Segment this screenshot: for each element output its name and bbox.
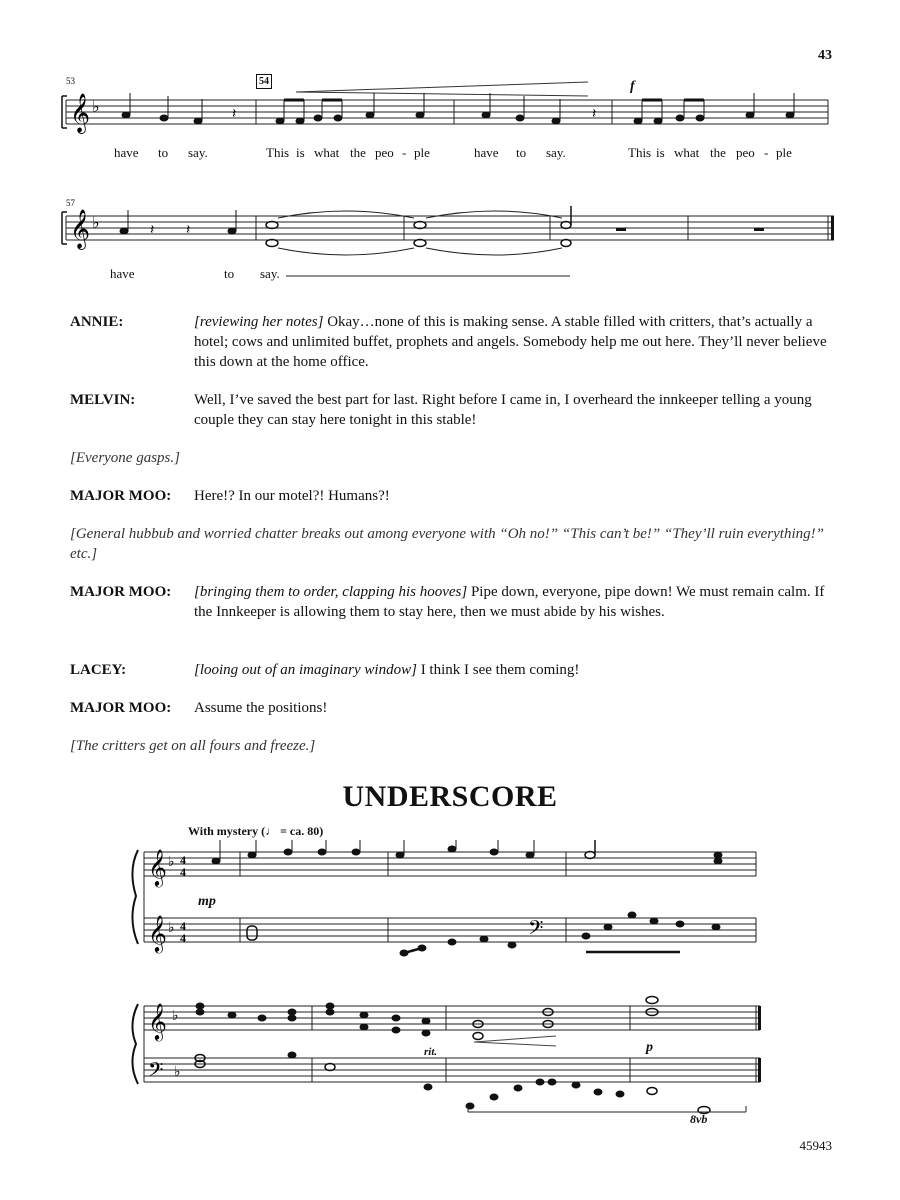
lyric: say. (546, 145, 566, 160)
lyric: to (224, 266, 235, 281)
stage-direction: [looing out of an imaginary window] (194, 662, 417, 678)
lyric: peo (375, 145, 394, 160)
lyric: the (350, 145, 366, 160)
section-title: UNDERSCORE (342, 780, 558, 813)
svg-text:♭: ♭ (92, 97, 100, 116)
stage-direction: [General hubbub and worried chatter breaks out among everyone with “Oh no!” “This can’t be!” “They’ll ruin everything!” etc.] (70, 526, 824, 562)
lyric: ple (414, 145, 430, 160)
lyrics-line-1 (0, 145, 900, 165)
svg-text:𝄢: 𝄢 (528, 916, 544, 944)
svg-text:𝄽: 𝄽 (592, 106, 597, 122)
dialogue-line: Here!? In our motel?! Humans?! (194, 488, 390, 504)
speaker: ANNIE: (70, 314, 124, 330)
svg-text:4: 4 (180, 931, 186, 945)
svg-text:♭: ♭ (172, 1008, 179, 1024)
dialogue-line: Assume the positions! (194, 700, 328, 716)
lyric: say. (188, 145, 208, 160)
speaker: MAJOR MOO: (70, 584, 172, 600)
svg-text:♭: ♭ (168, 854, 175, 870)
svg-text:♭: ♭ (168, 920, 175, 936)
dialogue-line: I think I see them coming! (420, 662, 580, 678)
dialogue-text (194, 312, 834, 372)
dialogue-text (194, 582, 834, 622)
rehearsal-mark-number: 54 (259, 76, 269, 87)
svg-text:♭: ♭ (92, 213, 100, 232)
lyric: to (516, 145, 527, 160)
treble-clef-icon: 𝄞 (70, 93, 91, 133)
lyric: is (296, 145, 305, 160)
vocal-staff-1 (0, 40, 900, 190)
lyric: peo (736, 145, 755, 160)
svg-text:𝄽: 𝄽 (150, 222, 155, 238)
lyric: have (474, 145, 499, 160)
speaker: MAJOR MOO: (70, 488, 172, 504)
dynamic-marking: mp (198, 894, 216, 909)
stage-direction: [The critters get on all fours and freeze.] (70, 738, 316, 754)
piano-system-2 (0, 980, 900, 1120)
stage-direction: [Everyone gasps.] (70, 450, 180, 466)
svg-text:4: 4 (180, 853, 186, 867)
svg-text:𝄽: 𝄽 (186, 222, 191, 238)
script-block (70, 312, 830, 762)
speaker: LACEY: (70, 662, 127, 678)
ritardando-marking: rit. (424, 1046, 438, 1058)
dialogue-text (194, 660, 834, 680)
lyric: have (110, 266, 135, 281)
dialogue-line: Pipe down, everyone, pipe down! We must remain calm. If the Innkeeper is allowing them to stay here, then we must abide by his wishes. (194, 584, 825, 620)
measure-number: 57 (66, 198, 75, 208)
lyric: ple (776, 145, 792, 160)
lyric: say. (260, 266, 280, 281)
lyric: - (402, 145, 407, 160)
dynamic-marking: p (646, 1040, 653, 1055)
svg-text:𝄞: 𝄞 (148, 914, 167, 952)
tempo-marking: With mystery (♩ = ca. 80) (188, 824, 324, 838)
lyric: what (674, 145, 700, 160)
lyric: what (314, 145, 340, 160)
dialogue-line: Okay…none of this is making sense. A stable filled with critters, that’s actually a hotel; cows and unlimited buffet, prophets and angels. Somebody help me out here. They’ll never believe this down at the home office. (194, 314, 827, 370)
ottava-marking: 8vb (690, 1112, 708, 1126)
svg-text:𝄞: 𝄞 (148, 848, 167, 886)
speaker: MELVIN: (70, 392, 136, 408)
speaker: MAJOR MOO: (70, 700, 172, 716)
stage-direction: [reviewing her notes] (194, 314, 324, 330)
lyric: is (656, 145, 665, 160)
dialogue-line: Well, I’ve saved the best part for last. Right before I came in, I overheard the innkeeper telling a young couple they can stay here tonight in this stable! (194, 392, 812, 428)
page-number: 43 (818, 48, 832, 63)
catalog-number: 45943 (799, 1138, 832, 1153)
lyric: This (628, 145, 652, 160)
lyric: to (158, 145, 169, 160)
svg-text:𝄢: 𝄢 (148, 1058, 164, 1086)
measure-number: 53 (66, 76, 75, 86)
svg-text:𝄞: 𝄞 (70, 209, 91, 249)
svg-text:𝄽: 𝄽 (232, 106, 237, 122)
lyrics-line-2 (0, 266, 900, 286)
stage-direction: [bringing them to order, clapping his hooves] (194, 584, 468, 600)
svg-text:4: 4 (180, 865, 186, 879)
dynamic-marking: f (630, 79, 635, 94)
lyric: - (764, 145, 769, 160)
lyric: have (114, 145, 139, 160)
svg-text:4: 4 (180, 919, 186, 933)
svg-text:𝄞: 𝄞 (148, 1002, 167, 1040)
lyric: This (266, 145, 290, 160)
lyric: the (710, 145, 726, 160)
brace-icon (132, 850, 138, 944)
svg-text:♭: ♭ (174, 1064, 181, 1080)
piano-system-1 (0, 840, 900, 970)
